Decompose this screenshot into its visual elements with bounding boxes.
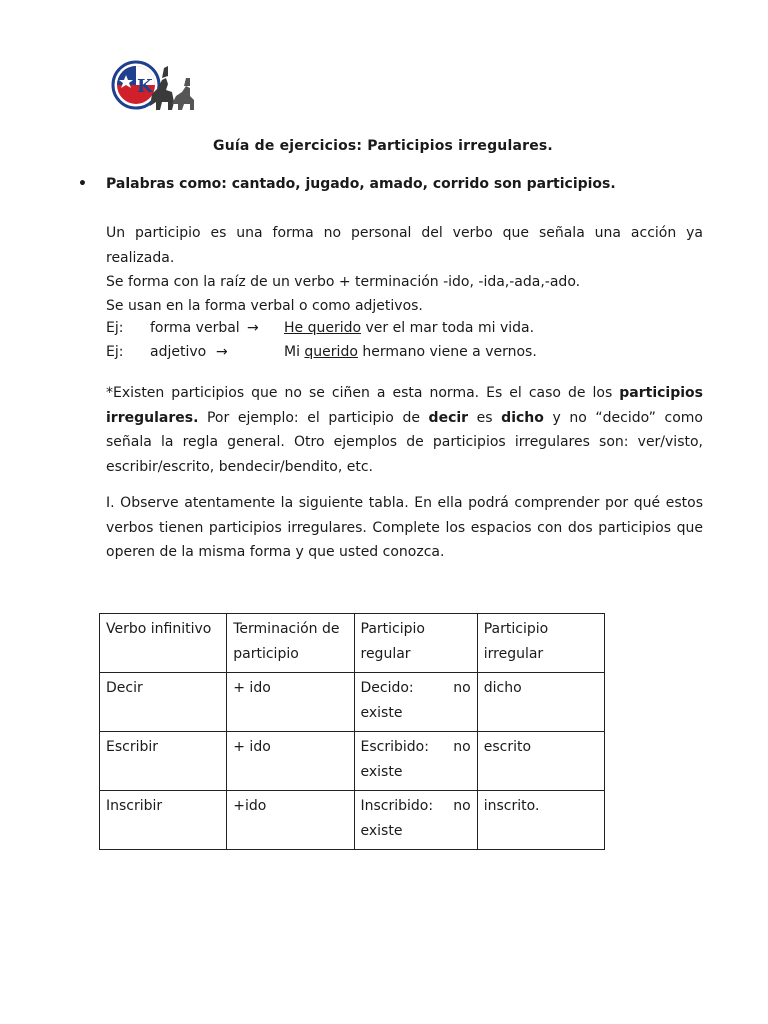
table-row	[100, 673, 605, 732]
example-post: ver el mar toda mi vida.	[361, 320, 535, 336]
school-crest-logo	[106, 58, 198, 116]
table-header-cell: Verbo infinitivo	[100, 614, 227, 673]
verb-cell: Escribir	[100, 732, 227, 791]
irregular-note	[106, 381, 703, 479]
note-text-1: *Existen participios que no se ciñen a esta norma. Es el caso de los	[106, 385, 620, 401]
instruction-paragraph: I. Observe atentamente la siguiente tabla. En ella podrá comprender por qué estos verbos tienen participios irregulares. Complete los espacios con dos participios que operen de la misma forma y que usted conozca.	[106, 495, 703, 560]
regular-word: Escribido:	[360, 739, 429, 755]
verb-cell: Decir	[100, 673, 227, 732]
note-bold-1: participios irregulares.	[106, 385, 703, 426]
example-sentence	[284, 344, 537, 360]
example-post: hermano viene a vernos.	[357, 344, 537, 360]
table-header-row	[100, 614, 605, 673]
irregular-cell: inscrito.	[477, 791, 604, 850]
example-label: Ej:	[106, 344, 124, 360]
verb-cell: Inscribir	[100, 791, 227, 850]
table-header-cell: Terminación de participio	[227, 614, 354, 673]
note-text-3: es	[468, 409, 502, 426]
bullet-text: Palabras como: cantado, jugado, amado, corrido son participios.	[106, 176, 616, 192]
page-title: Guía de ejercicios: Participios irregulares.	[213, 138, 553, 154]
note-text-4: y no “decido” como señala la regla general. Otro ejemplos de participios irregulares son: ver/visto, escribir/escrito, bendecir/bendito, etc.	[106, 409, 703, 475]
example-participle: querido	[304, 344, 358, 360]
example-pre: Mi	[284, 344, 305, 360]
irregular-cell: dicho	[477, 673, 604, 732]
example-type: forma verbal	[150, 320, 240, 336]
ending-cell: + ido	[227, 673, 354, 732]
svg-text:K: K	[137, 76, 153, 97]
regular-note: no	[453, 739, 471, 755]
example-type: adjetivo	[150, 344, 207, 360]
regular-note: no	[453, 680, 471, 696]
right-arrow-icon: →	[216, 344, 228, 360]
regular-rest: existe	[360, 822, 403, 839]
table-row	[100, 791, 605, 850]
regular-cell	[354, 791, 477, 850]
definition-line-2: Se forma con la raíz de un verbo + terminación -ido, -ida,-ada,-ado.	[106, 274, 581, 290]
participles-table	[99, 613, 605, 850]
regular-cell	[354, 673, 477, 732]
note-bold-2: decir	[428, 409, 469, 426]
definition-line-1: Un participio es una forma no personal del verbo que señala una acción ya realizada.	[106, 225, 703, 266]
example-row	[106, 344, 706, 368]
example-label: Ej:	[106, 320, 124, 336]
irregular-cell: escrito	[477, 732, 604, 791]
regular-cell	[354, 732, 477, 791]
ending-cell: +ido	[227, 791, 354, 850]
right-arrow-icon: →	[247, 320, 259, 336]
regular-rest: existe	[360, 704, 403, 721]
table-header-cell: Participio regular	[354, 614, 477, 673]
ending-cell: + ido	[227, 732, 354, 791]
regular-rest: existe	[360, 763, 403, 780]
note-text-2: Por ejemplo: el participio de	[198, 409, 429, 426]
note-bold-3: dicho	[501, 409, 544, 426]
regular-note: no	[453, 798, 471, 814]
definition-line-3: Se usan en la forma verbal o como adjetivos.	[106, 298, 423, 314]
table-row	[100, 732, 605, 791]
bullet-symbol: •	[78, 176, 87, 192]
example-row	[106, 320, 706, 344]
table-header-cell: Participio irregular	[477, 614, 604, 673]
example-sentence	[284, 320, 534, 336]
regular-word: Inscribido:	[360, 798, 434, 814]
regular-word: Decido:	[360, 680, 414, 696]
example-participle: He querido	[284, 320, 362, 336]
